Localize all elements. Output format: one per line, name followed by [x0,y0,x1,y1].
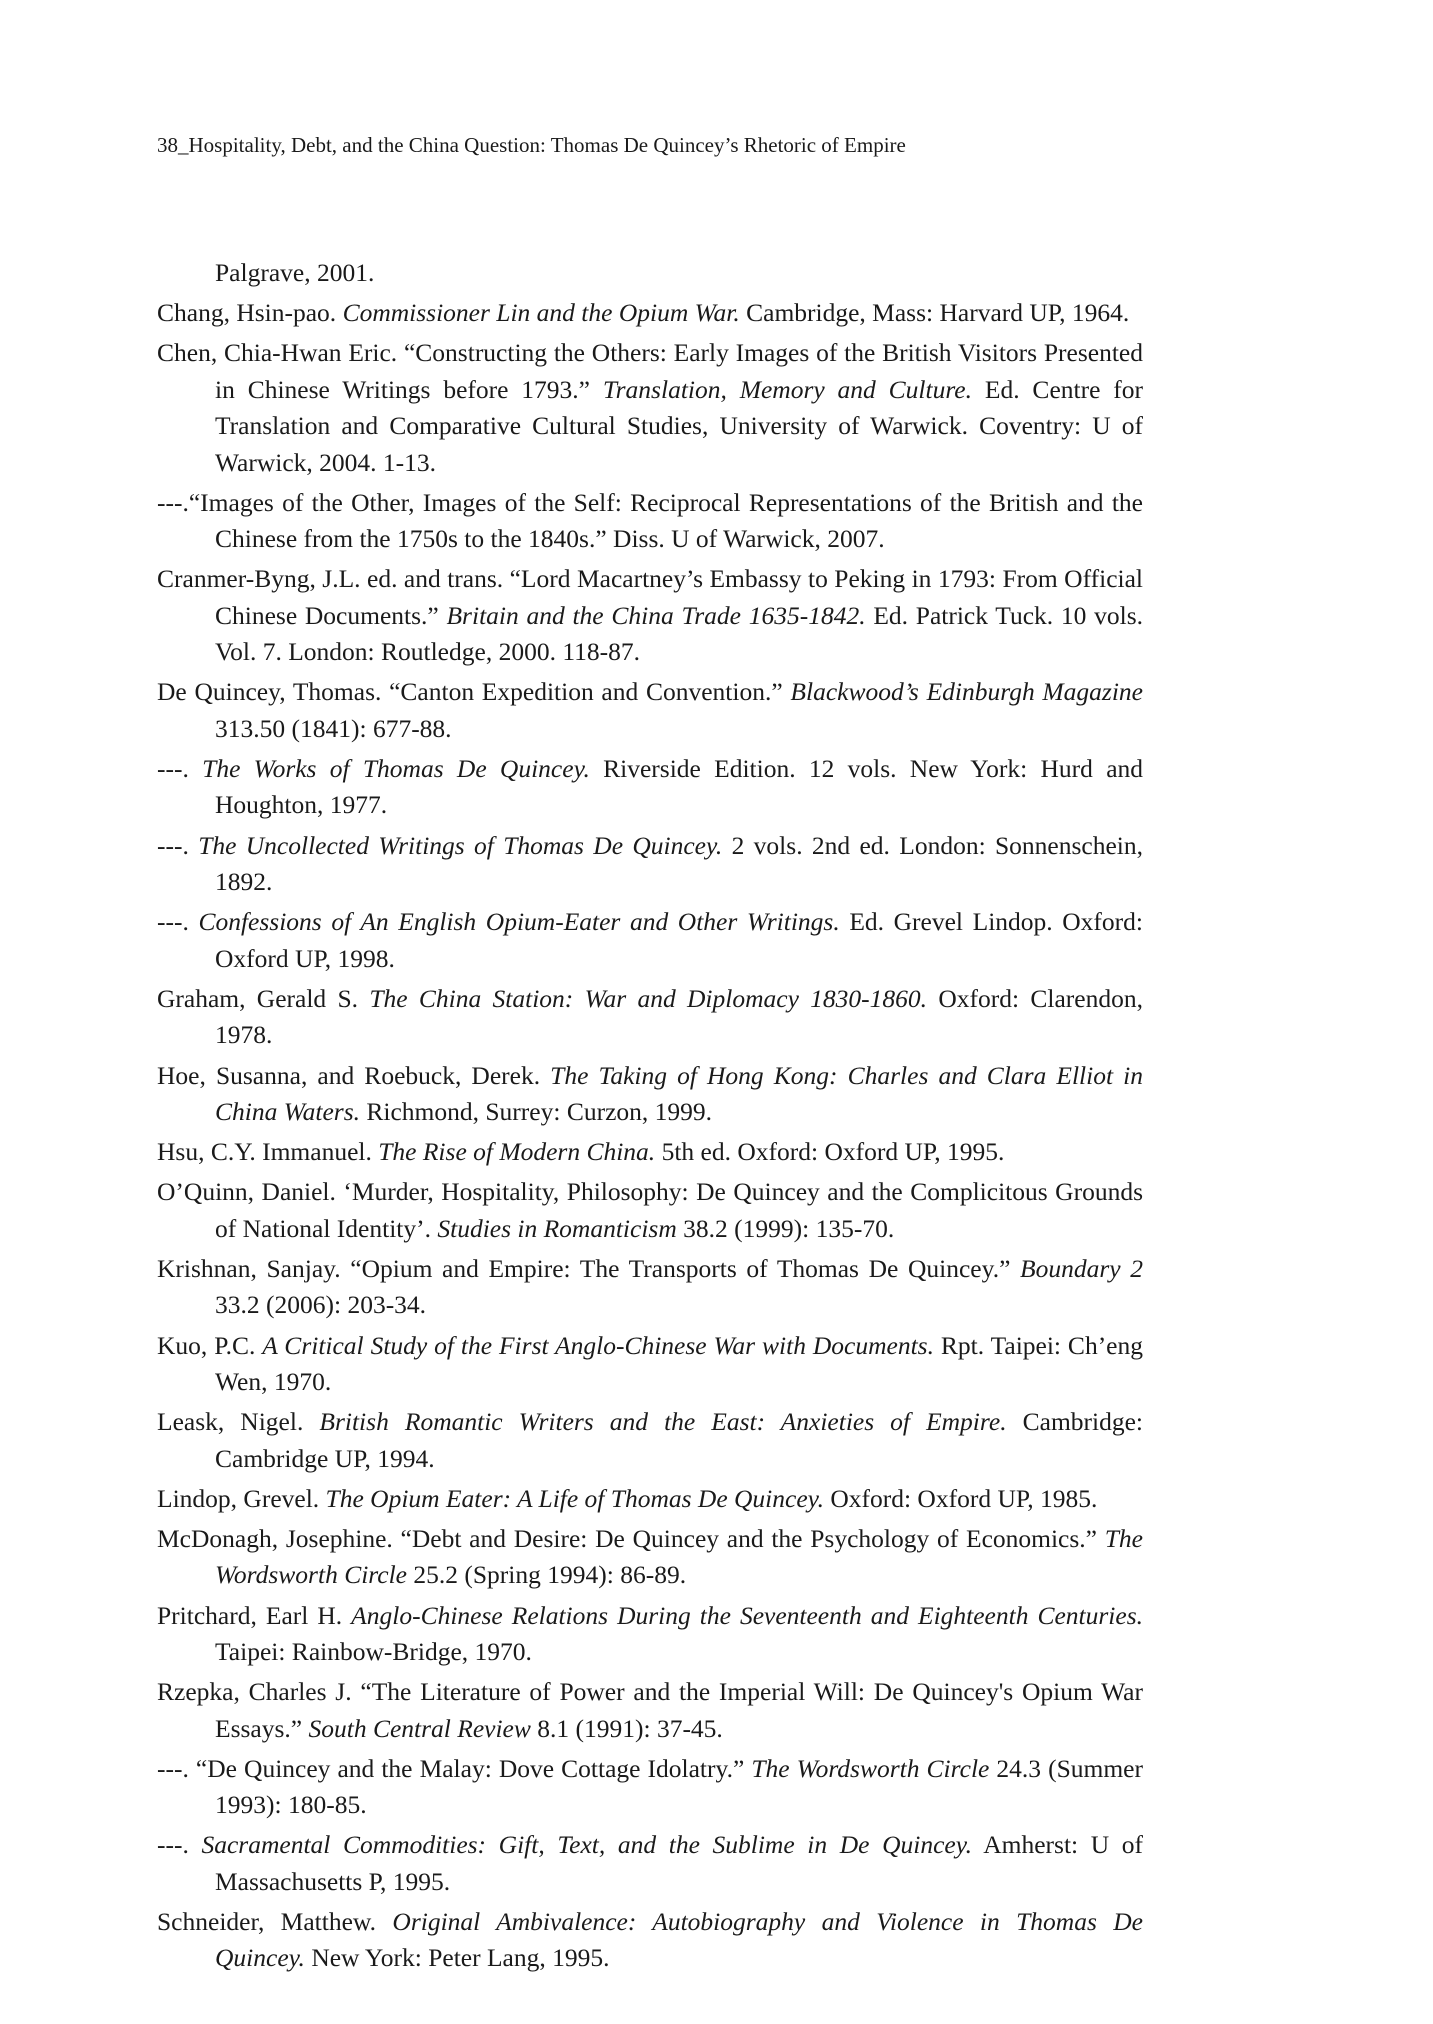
reference-title: Sacramental Commodities: Gift, Text, and the Sublime in De Quincey. [201,1830,972,1860]
reference-entry [157,1481,1143,1517]
reference-text: Lindop, Grevel. [157,1483,326,1513]
reference-text: Rpt. Taipei: Ch’eng Wen, 1970. [215,1330,1144,1396]
reference-text: Amherst: U of Massachusetts P, 1995. [215,1830,1143,1896]
reference-entry [157,335,1143,481]
reference-text: ---. “De Quincey and the Malay: Dove Cottage Idolatry.” [157,1753,752,1783]
reference-title: The Works of Thomas De Quincey. [202,754,590,784]
reference-text: Cambridge: Cambridge UP, 1994. [215,1407,1144,1473]
reference-entry [157,561,1143,670]
reference-text: 25.2 (Spring 1994): 86-89. [407,1560,687,1590]
reference-title: The Wordsworth Circle [751,1753,990,1783]
reference-entry [157,1058,1143,1131]
reference-text: 24.3 (Summer 1993): 180-85. [215,1753,1143,1820]
reference-entry [157,295,1143,331]
reference-text: Graham, Gerald S. [157,983,370,1013]
reference-title: The China Station: War and Diplomacy 1830-1860. [369,983,928,1013]
reference-entry [157,1751,1143,1824]
reference-entry [157,1827,1143,1900]
reference-text: Schneider, Matthew. [157,1907,393,1936]
reference-text: Richmond, Surrey: Curzon, 1999. [360,1096,713,1126]
reference-title: Commissioner Lin and the Opium War. [342,298,740,328]
reference-title: British Romantic Writers and the East: Anxieties of Empire. [319,1407,1007,1437]
reference-text: New York: Peter Lang, 1995. [304,1943,610,1973]
reference-text: De Quincey, Thomas. “Canton Expedition and Convention.” [157,677,791,707]
reference-title: Studies in Romanticism [437,1213,677,1243]
reference-entry [157,1328,1143,1401]
reference-text: ---.“Images of the Other, Images of the Self: Reciprocal Representations of the British and the Chinese from the 1750s to the 1840s.” Diss. U of Warwick, 2007. [157,487,1143,554]
reference-title: The Uncollected Writings of Thomas De Quincey. [198,830,723,860]
reference-text: Chen, Chia-Hwan Eric. “Constructing the Others: Early Images of the British Visitors Presented in Chinese Writings before 1793.” [157,338,1143,404]
reference-entry [157,1251,1143,1324]
reference-entry [157,1904,1143,1977]
reference-text: 8.1 (1991): 37-45. [530,1713,723,1743]
reference-title: A Critical Study of the First Anglo-Chinese War with Documents. [262,1330,934,1360]
reference-text: Pritchard, Earl H. [157,1600,352,1630]
reference-entry [157,1174,1143,1247]
reference-text: 33.2 (2006): 203-34. [215,1290,427,1320]
reference-text: ---. [157,907,199,937]
reference-text: Cranmer-Byng, J.L. ed. and trans. “Lord Macartney’s Embassy to Peking in 1793: From Official Chinese Documents.” [157,564,1143,630]
reference-text: Hsu, C.Y. Immanuel. [157,1137,379,1167]
reference-text: Taipei: Rainbow-Bridge, 1970. [215,1636,532,1666]
reference-text: O’Quinn, Daniel. ‘Murder, Hospitality, Philosophy: De Quincey and the Complicitous Grounds of National Identity’. [157,1177,1143,1243]
reference-text: Hoe, Susanna, and Roebuck, Derek. [157,1060,551,1090]
reference-title: South Central Review [308,1713,531,1743]
reference-title: Boundary 2 [1020,1253,1143,1283]
reference-text: Krishnan, Sanjay. “Opium and Empire: The Transports of Thomas De Quincey.” [157,1253,1021,1283]
reference-title: The Wordsworth Circle [215,1523,1143,1590]
reference-text: 5th ed. Oxford: Oxford UP, 1995. [655,1137,1005,1167]
reference-text: ---. [157,830,199,860]
reference-text: 2 vols. 2nd ed. London: Sonnenschein, 1892. [215,830,1143,897]
reference-text: Riverside Edition. 12 vols. New York: Hurd and Houghton, 1977. [215,754,1144,820]
reference-text: Chang, Hsin-pao. [157,298,343,328]
running-header: 38_Hospitality, Debt, and the China Question: Thomas De Quincey’s Rhetoric of Empire [157,133,906,157]
reference-title: The Rise of Modern China. [378,1137,656,1167]
reference-title: The Opium Eater: A Life of Thomas De Quincey. [325,1483,824,1513]
reference-title: Translation, Memory and Culture. [602,374,973,404]
reference-text: Kuo, P.C. [157,1330,263,1360]
reference-title: Blackwood’s Edinburgh Magazine [790,677,1144,707]
reference-text: Ed. Patrick Tuck. 10 vols. Vol. 7. London: Routledge, 2000. 118-87. [215,600,1144,667]
reference-text: ---. [157,1830,202,1860]
reference-text: Palgrave, 2001. [215,258,375,287]
reference-title: Confessions of An English Opium-Eater and Other Writings. [198,907,840,937]
reference-entry [157,1404,1143,1477]
reference-text: McDonagh, Josephine. “Debt and Desire: De Quincey and the Psychology of Economics.” [157,1523,1105,1553]
reference-entry [157,828,1143,901]
reference-entry [157,1674,1143,1747]
reference-entry [157,1134,1143,1170]
references-list [157,255,1143,1981]
reference-text: Rzepka, Charles J. “The Literature of Power and the Imperial Will: De Quincey's Opium War Essays.” [157,1677,1143,1743]
reference-title: The Taking of Hong Kong: Charles and Clara Elliot in China Waters. [215,1060,1143,1126]
reference-title: Original Ambivalence: Autobiography and Violence in Thomas De Quincey. [215,1907,1143,1973]
reference-title: Anglo-Chinese Relations During the Seventeenth and Eighteenth Centuries. [351,1600,1144,1630]
reference-text: 313.50 (1841): 677-88. [215,713,452,743]
reference-text: Oxford: Oxford UP, 1985. [823,1483,1098,1513]
reference-text: Ed. Centre for Translation and Comparative Cultural Studies, University of Warwick. Coventry: U of Warwick, 2004. 1-13. [215,374,1143,477]
reference-text: 38.2 (1999): 135-70. [676,1213,895,1243]
reference-title: Britain and the China Trade 1635-1842. [446,600,866,630]
reference-entry [157,1598,1143,1671]
reference-entry [157,485,1143,558]
reference-text: ---. [157,754,203,784]
reference-text: Cambridge, Mass: Harvard UP, 1964. [739,298,1130,328]
reference-entry [157,674,1143,747]
reference-entry [157,981,1143,1054]
reference-text: Ed. Grevel Lindop. Oxford: Oxford UP, 1998. [215,907,1143,973]
reference-entry [157,255,1143,291]
reference-entry [157,1521,1143,1594]
reference-text: Leask, Nigel. [157,1407,320,1437]
reference-text: Oxford: Clarendon, 1978. [215,983,1143,1050]
reference-entry [157,904,1143,977]
reference-entry [157,751,1143,824]
